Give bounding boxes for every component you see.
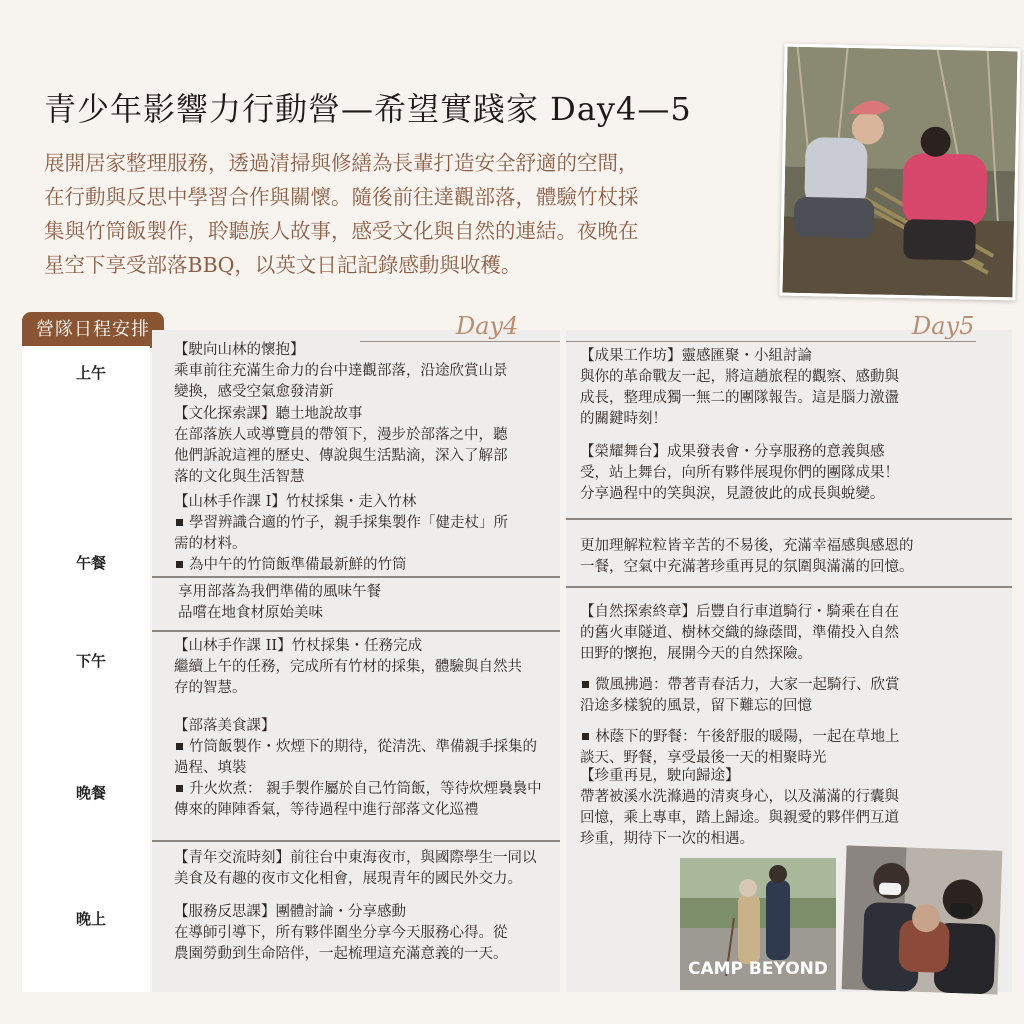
bullet-icon — [582, 681, 589, 688]
bullet-icon — [582, 733, 589, 740]
hug-photo — [842, 845, 1003, 994]
bullet-icon — [176, 561, 183, 568]
day5-block-farewell: 【珍重再見，駛向歸途】 帶著被溪水洗滌過的清爽身心，以及滿滿的行囊與 回憶，乘上專車，踏上歸途。與親愛的夥伴們互道 珍重，期待下一次的相遇。 — [580, 768, 899, 847]
schedule-tab: 營隊日程安排 — [22, 312, 164, 348]
time-morning: 上午 — [76, 364, 107, 382]
day4-block-youth: 【青年交流時刻】前往台中東海夜市，與國際學生一同以 美食及有趣的夜市文化相會，展現青年的國民外交力。 — [174, 850, 537, 887]
camp-logo-text: CAMP BEYOND — [688, 959, 828, 979]
day5-block-lunch: 更加理解粒粒皆辛苦的不易後，充滿幸福感與感恩的 一餐，空氣中充滿著珍重再見的氛圍與滿滿的回憶。 — [580, 538, 914, 575]
bamboo-collecting-photo — [779, 44, 1020, 301]
day4-heading: Day4 — [456, 312, 519, 340]
divider — [566, 518, 1012, 520]
time-afternoon: 下午 — [76, 652, 107, 670]
day4-block-lunch: 享用部落為我們準備的風味午餐 品嚐在地食材原始美味 — [178, 584, 381, 621]
elder-walk-photo — [680, 858, 836, 990]
time-dinner: 晚餐 — [76, 784, 107, 802]
time-lunch: 午餐 — [76, 554, 107, 572]
day5-block-nature: 【自然探索終章】后豐自行車道騎行・騎乘在自在 的舊火車隧道、樹林交織的綠蔭間，準備投入自然 田野的懷抱，展開今天的自然探險。 微風拂過：帶著青春活力，大家一起騎行、欣賞 沿途多樣貌的風景，留下難忘的回憶 林蔭下的野餐：午後舒服的暖陽，一起在草地上 談天、野餐，享受最後一天的相聚時光 — [580, 604, 900, 766]
day4-block-craft2: 【山林手作課 II】竹杖採集・任務完成 繼續上午的任務，完成所有竹材的採集，體驗與自然共 存的智慧。 — [174, 638, 522, 696]
day5-block-workshop: 【成果工作坊】靈感匯聚・小組討論 與你的革命戰友一起，將這趟旅程的觀察、感動與 成長，整理成獨一無二的團隊報告。這是腦力激盪 的關鍵時刻！ — [580, 348, 899, 427]
day4-block-drive: 【駛向山林的懷抱】 乘車前往充滿生命力的台中達觀部落，沿途欣賞山景 變換，感受空氣愈發清新 — [174, 342, 508, 400]
day5-heading-rule — [566, 341, 976, 342]
day4-block-food: 【部落美食課】 竹筒飯製作・炊煙下的期待，從清洗、準備親手採集的 過程、填裝 升火炊煮： 親手製作屬於自己竹筒飯，等待炊煙裊裊中 傳來的陣陣香氣，等待過程中進行部落文化巡禮 — [174, 718, 542, 818]
divider — [152, 576, 560, 578]
bullet-icon — [176, 743, 183, 750]
divider — [566, 586, 1012, 588]
day5-heading: Day5 — [912, 312, 975, 340]
day4-block-craft1: 【山林手作課 I】竹杖採集・走入竹林 學習辨識合適的竹子，親手採集製作「健走杖」所 需的材料。 為中午的竹筒飯準備最新鮮的竹筒 — [174, 494, 508, 573]
time-evening: 晚上 — [76, 910, 107, 928]
day4-block-culture: 【文化探索課】聽土地說故事 在部落族人或導覽員的帶領下，漫步於部落之中，聽 他們訴說這裡的歷史、傳說與生活點滴，深入了解部 落的文化與生活智慧 — [174, 406, 508, 485]
divider — [152, 630, 560, 632]
bullet-icon — [176, 785, 183, 792]
page-title: 青少年影響力行動營—希望實踐家 Day4—5 — [44, 90, 692, 128]
day5-block-stage: 【榮耀舞台】成果發表會・分享服務的意義與感 受，站上舞台，向所有夥伴展現你們的團隊成果！ 分享過程中的笑與淚，見證彼此的成長與蛻變。 — [580, 444, 899, 502]
bullet-icon — [176, 519, 183, 526]
intro-text: 展開居家整理服務，透過清掃與修繕為長輩打造安全舒適的空間， 在行動與反思中學習合作與關懷。隨後前往達觀部落，體驗竹杖採 集與竹筒飯製作，聆聽族人故事，感受文化與自然的連結。夜晚在 星空下享受部落BBQ，以英文日記記錄感動與收穫。 — [44, 151, 639, 277]
divider — [152, 840, 560, 842]
day4-block-reflect: 【服務反思課】團體討論・分享感動 在導師引導下，所有夥伴圍坐分享今天服務心得。從 農園勞動到生命陪伴，一起梳理這充滿意義的一天。 — [174, 904, 508, 962]
